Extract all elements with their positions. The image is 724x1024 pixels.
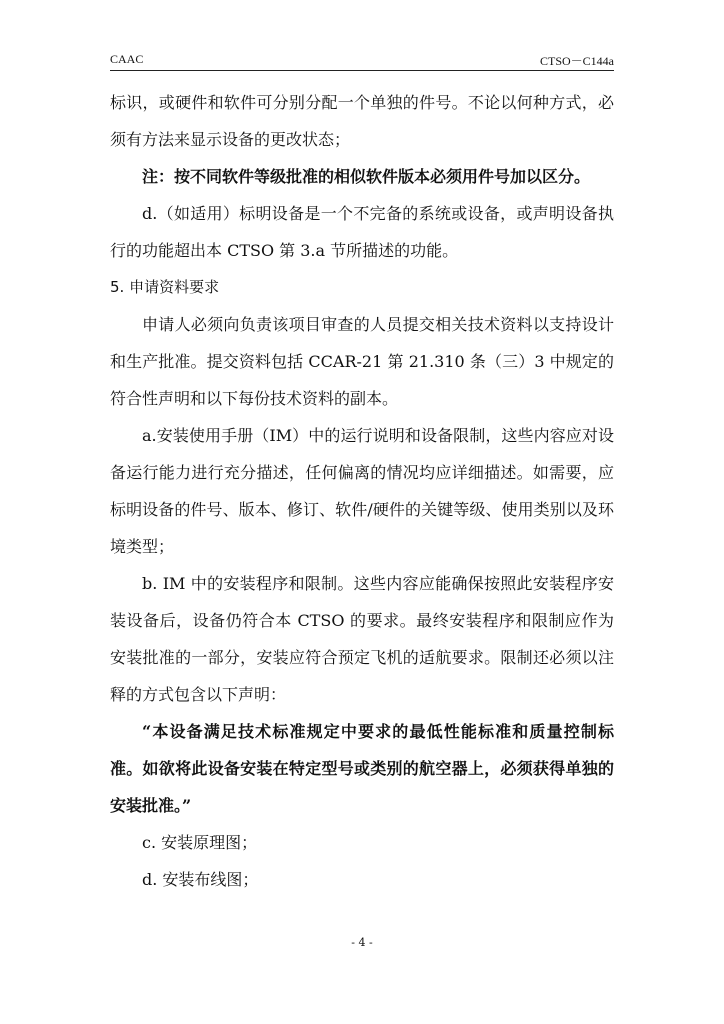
item-d2-paragraph: d. 安装布线图； (142, 870, 259, 889)
section-5-heading: 5. 申请资料要求 (110, 278, 220, 296)
section-5-intro: 申请人必须向负责该项目审查的人员提交相关技术资料以支持设计和生产批准。提交资料包括 CCAR-21 第 21.310 条（三）3 中规定的符合性声明和以下每份技术资料的副本。 (110, 315, 614, 408)
required-statement: “本设备满足技术标准规定中要求的最低性能标准和质量控制标准。如欲将此设备安装在特定型号或类别的航空器上，必须获得单独的安装批准。” (110, 722, 614, 815)
note-paragraph: 注：按不同软件等级批准的相似软件版本必须用件号加以区分。 (142, 167, 591, 186)
paragraph-continuation: 标识，或硬件和软件可分别分配一个单独的件号。不论以何种方式，必须有方法来显示设备的更改状态； (110, 93, 614, 149)
item-b-paragraph: b. IM 中的安装程序和限制。这些内容应能确保按照此安装程序安装设备后，设备仍符合本 CTSO 的要求。最终安装程序和限制应作为安装批准的一部分，安装应符合预定飞机的适航要求。限制还必须以注释的方式包含以下声明： (110, 574, 614, 704)
item-a-paragraph: a.安装使用手册（IM）中的运行说明和设备限制，这些内容应对设备运行能力进行充分描述，任何偏离的情况均应详细描述。如需要，应标明设备的件号、版本、修订、软件/硬件的关键等级、使用类别以及环境类型； (110, 426, 614, 556)
page-number: - 4 - (351, 936, 373, 949)
item-d-paragraph: d.（如适用）标明设备是一个不完备的系统或设备，或声明设备执行的功能超出本 CTSO 第 3.a 节所描述的功能。 (110, 204, 614, 260)
header-rule (110, 70, 614, 71)
header-left: CAAC (110, 52, 144, 66)
page-header (110, 52, 614, 69)
item-c-paragraph: c. 安装原理图； (142, 833, 258, 852)
header-right: CTSO－C144a (539, 54, 614, 68)
body-text (110, 84, 614, 898)
